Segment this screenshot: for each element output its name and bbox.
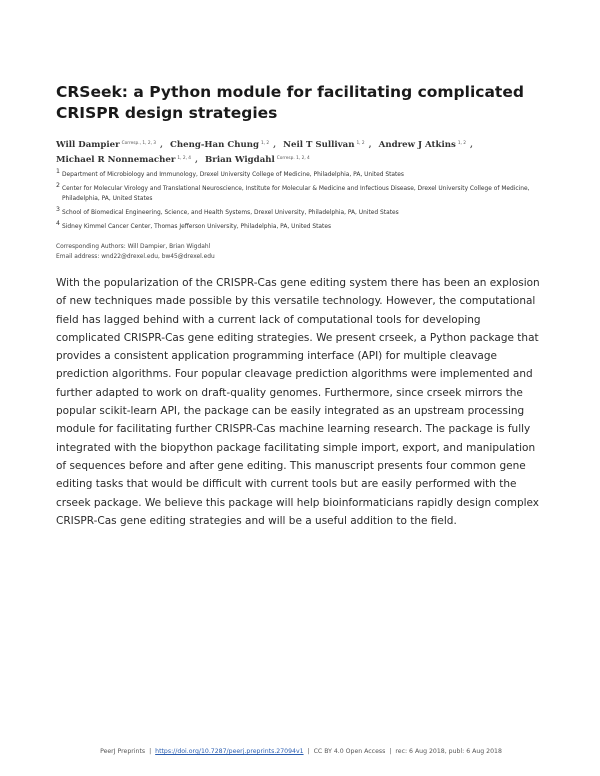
author-marks: Corresp., 1, 2, 3 <box>121 141 157 146</box>
affiliation <box>56 208 546 218</box>
corresponding-authors: Corresponding Authors: Will Dampier, Brian Wigdahl <box>56 244 211 250</box>
author-marks: 1, 2 <box>356 141 365 146</box>
author[interactable]: Neil T Sullivan $^{1, 2}$ <box>283 140 365 150</box>
affiliation-list <box>56 170 546 236</box>
affiliation-text: Sidney Kimmel Cancer Center, Thomas Jefferson University, Philadelphia, PA, United States <box>62 224 332 230</box>
received-date: rec: 6 Aug 2018, publ: 6 Aug 2018 <box>395 748 502 755</box>
author-marks: 1, 2 <box>457 141 467 146</box>
author[interactable]: Cheng-Han Chung $^{1, 2}$ <box>170 140 270 150</box>
author-separator: , <box>273 140 277 150</box>
correspondence-block <box>56 243 536 262</box>
affiliation <box>56 222 546 232</box>
author-separator: , <box>195 155 199 165</box>
affiliation-number: 2 <box>56 182 60 189</box>
author[interactable]: Michael R Nonnemacher $^{1, 2, 4}$ <box>56 155 192 165</box>
author-separator: , <box>160 140 164 150</box>
footer <box>56 748 546 755</box>
journal-name: PeerJ Preprints <box>100 748 146 755</box>
affiliation-number: 1 <box>56 168 60 175</box>
email-addresses[interactable]: Email address: wnd22@drexel.edu, bw45@drexel.edu <box>56 253 215 260</box>
affiliation-text: Center for Molecular Virology and Translational Neuroscience, Institute for Molecular & Medicine and Infectious Disease, Drexel University College of Medicine, Philadelphia, PA, United States <box>62 186 530 202</box>
affiliation-number: 4 <box>56 220 60 227</box>
author[interactable]: Andrew J Atkins $^{1, 2}$ <box>378 140 467 150</box>
abstract-text: With the popularization of the CRISPR-Cas gene editing system there has been an explosion of new techniques made possible by this versatile technology. However, the computational field has lagged behind with a current lack of computational tools for developing complicated CRISPR-Cas gene editing strategies. We present crseek, a Python package that provides a consistent application programming interface (API) for multiple cleavage prediction algorithms. Four popular cleavage prediction algorithms were implemented and further adapted to work on draft-quality genomes. Furthermore, since crseek mirrors the popular scikit-learn API, the package can be easily integrated as an upstream processing module for facilitating further CRISPR-Cas machine learning research. The package is fully integrated with the biopython package facilitating simple import, export, and manipulation of sequences before and after gene editing. This manuscript presents four common gene editing tasks that would be difficult with current tools but are easily performed with the crseek package. We believe this package will help bioinformaticians rapidly design complex CRISPR-Cas gene editing strategies and will be a useful addition to the field. <box>56 277 540 527</box>
doi-link[interactable]: https://doi.org/10.7287/peerj.preprints.27094v1 <box>155 748 304 755</box>
author-marks: 1, 2 <box>260 141 270 146</box>
affiliation-text: Department of Microbiology and Immunology, Drexel University College of Medicine, Philadelphia, PA, United States <box>62 172 404 178</box>
license-text: CC BY 4.0 Open Access <box>313 748 386 755</box>
author-list <box>56 137 556 167</box>
author[interactable]: Brian Wigdahl $^{Corresp. 1, 2, 4}$ <box>205 155 310 165</box>
footer-divider: | <box>307 748 310 755</box>
affiliation-number: 3 <box>56 206 60 213</box>
affiliation <box>56 184 546 204</box>
footer-divider: | <box>149 748 152 755</box>
author-marks: Corresp. 1, 2, 4 <box>276 156 310 161</box>
affiliation <box>56 170 546 180</box>
author-marks: 1, 2, 4 <box>177 156 192 161</box>
author-separator: , <box>368 140 372 150</box>
affiliation-text: School of Biomedical Engineering, Science, and Health Systems, Drexel University, Philadelphia, PA, United States <box>62 210 399 216</box>
author-separator: , <box>470 140 474 150</box>
paper-title: CRSeek: a Python module for facilitating complicated CRISPR design strategies <box>56 83 524 122</box>
footer-divider: | <box>389 748 392 755</box>
author[interactable]: Will Dampier $^{Corresp., 1, 2, 3}$ <box>56 140 157 150</box>
